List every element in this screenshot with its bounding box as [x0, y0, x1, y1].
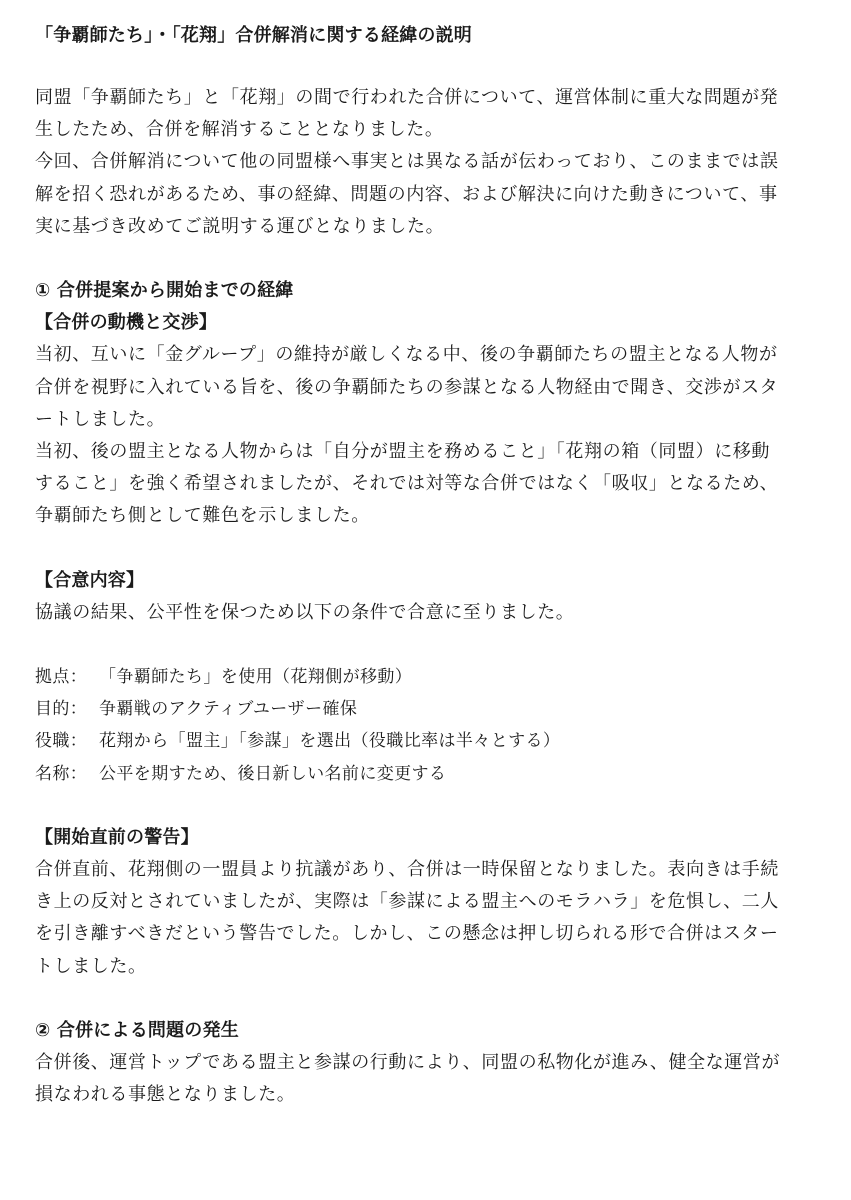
warning-heading: 【開始直前の警告】	[35, 826, 199, 848]
condition-label: 拠点：	[35, 667, 88, 688]
motive-heading: 【合併の動機と交渉】	[35, 312, 217, 334]
spacer	[35, 533, 825, 565]
text-line: き上の反対とされていましたが、実際は「参謀による盟主へのモラハラ」を危惧し、二人	[35, 891, 779, 913]
section-1-heading: ① 合併提案から開始までの経緯	[35, 280, 294, 302]
motive-subsection	[35, 307, 825, 532]
condition-text: 争覇戦のアクティブユーザー確保	[99, 699, 358, 720]
text-line: 今回、合併解消について他の同盟様へ事実とは異なる話が伝わっており、このままでは誤	[35, 151, 779, 173]
spacer	[35, 52, 825, 82]
warning-subsection	[35, 822, 825, 983]
text-line: 損なわれる事態となりました。	[35, 1084, 296, 1106]
condition-row	[35, 725, 825, 757]
condition-row	[35, 758, 825, 790]
conditions-list	[35, 661, 825, 790]
text-line: 協議の結果、公平性を保つため以下の条件で合意に至りました。	[35, 601, 575, 623]
agreement-subsection	[35, 565, 825, 790]
condition-text: 花翔から「盟主」「参謀」を選出（役職比率は半々とする）	[99, 731, 561, 752]
text-line: を引き離すべきだという警告でした。しかし、この懸念は押し切られる形で合併はスター	[35, 923, 779, 945]
section-1	[35, 275, 825, 983]
spacer	[35, 790, 825, 822]
section-2-heading: ② 合併による問題の発生	[35, 1019, 239, 1041]
intro-paragraph	[35, 82, 825, 243]
text-line: 実に基づき改めてご説明する運びとなりました。	[35, 215, 445, 237]
condition-text: 「争覇師たち」を使用（花翔側が移動）	[99, 667, 413, 688]
spacer	[35, 983, 825, 1015]
condition-label: 役職：	[35, 731, 88, 752]
text-line: ートしました。	[35, 408, 166, 430]
spacer	[35, 629, 825, 661]
condition-row	[35, 693, 825, 725]
text-line: トしました。	[35, 955, 147, 977]
document-title: 「争覇師たち」・「花翔」合併解消に関する経緯の説明	[35, 25, 472, 46]
text-line: 解を招く恐れがあるため、事の経緯、問題の内容、および解決に向けた動きについて、事	[35, 183, 778, 205]
text-line: 同盟「争覇師たち」と「花翔」の間で行われた合併について、運営体制に重大な問題が発	[35, 87, 779, 108]
condition-text: 公平を期すため、後日新しい名前に変更する	[99, 763, 447, 784]
condition-row	[35, 661, 825, 693]
section-2	[35, 1015, 825, 1112]
text-line: すること」を強く希望されましたが、それでは対等な合併ではなく「吸収」となるため、	[35, 473, 779, 495]
text-line: 生したため、合併を解消することとなりました。	[35, 119, 444, 141]
text-line: 当初、互いに「金グループ」の維持が厳しくなる中、後の争覇師たちの盟主となる人物が	[35, 344, 778, 366]
spacer	[35, 243, 825, 275]
text-line: 当初、後の盟主となる人物からは「自分が盟主を務めること」「花翔の箱（同盟）に移動	[35, 441, 770, 463]
condition-label: 名称：	[35, 763, 88, 784]
text-line: 合併後、運営トップである盟主と参謀の行動により、同盟の私物化が進み、健全な運営が	[35, 1052, 781, 1074]
agreement-heading: 【合意内容】	[35, 569, 145, 591]
text-line: 争覇師たち側として難色を示しました。	[35, 505, 370, 527]
text-line: 合併を視野に入れている旨を、後の争覇師たちの参謀となる人物経由で聞き、交渉がスタ	[35, 376, 779, 398]
condition-label: 目的：	[35, 699, 88, 720]
document-page	[35, 20, 825, 1111]
text-line: 合併直前、花翔側の一盟員より抗議があり、合併は一時保留となりました。表向きは手続	[35, 859, 779, 881]
